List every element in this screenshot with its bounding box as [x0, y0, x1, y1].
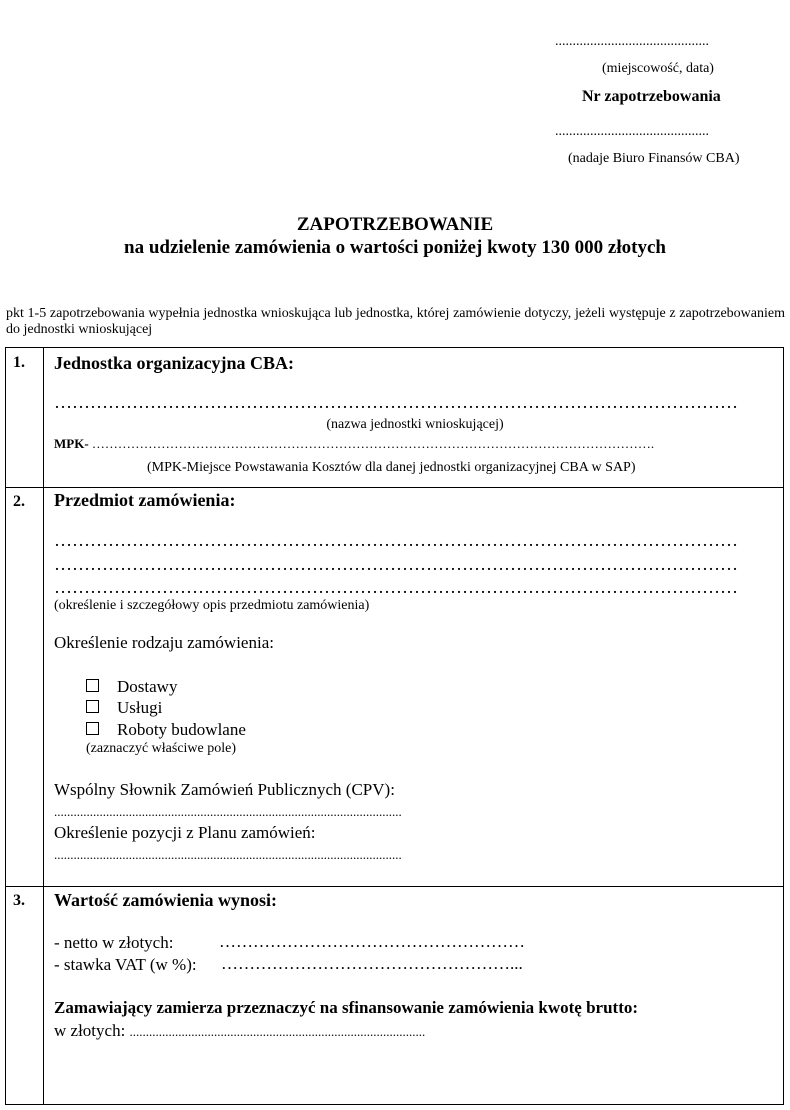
vat-rate-label: - stawka VAT (w %):	[54, 955, 197, 974]
gross-amount-prefix: w złotych:	[54, 1021, 126, 1040]
checkbox-icon[interactable]	[86, 679, 99, 692]
intro-paragraph: pkt 1-5 zapotrzebowania wypełnia jednostka wnioskująca lub jednostka, której zamówienie dotyczy, jeżeli występuje z zapotrzebowaniem do jednostki wnioskującej	[6, 306, 785, 337]
unit-name-dotted-line[interactable]: ……………………………………………………………………………………………………	[54, 392, 738, 412]
request-number-title: Nr zapotrzebowania	[582, 88, 721, 105]
section-number: 3.	[13, 892, 25, 909]
request-number-caption: (nadaje Biuro Finansów CBA)	[568, 151, 740, 166]
option-label: Usługi	[117, 698, 163, 717]
section-label-value: Wartość zamówienia wynosi:	[54, 890, 277, 910]
option-label: Dostawy	[117, 677, 178, 696]
option-construction-works[interactable]	[86, 720, 246, 740]
gross-amount-row	[54, 1021, 584, 1041]
table-row-divider	[5, 886, 784, 887]
cpv-dotted-line[interactable]: ...........................................................................................................	[54, 804, 402, 819]
section-number: 2.	[13, 493, 25, 510]
section-label-unit: Jednostka organizacyjna CBA:	[54, 353, 295, 373]
gross-amount-dotted-line[interactable]: ...........................................................................................	[129, 1024, 426, 1039]
checkbox-icon[interactable]	[86, 722, 99, 735]
document-title-line1: ZAPOTRZEBOWANIE	[296, 214, 494, 235]
request-number-dotted-line[interactable]: ............................................	[555, 124, 709, 139]
subject-dotted-line-2[interactable]: ……………………………………………………………………………………………………	[54, 554, 738, 574]
cpv-label: Wspólny Słownik Zamówień Publicznych (CPV):	[54, 780, 395, 799]
vat-rate-dotted-line[interactable]: ……………………………………………...	[221, 954, 523, 973]
place-date-dotted-line[interactable]: ............................................	[555, 34, 709, 49]
mpk-row	[54, 436, 772, 452]
order-type-label: Określenie rodzaju zamówienia:	[54, 633, 274, 652]
net-amount-dotted-line[interactable]: ………………………………………………	[219, 932, 525, 951]
document-title-line2: na udzielenie zamówienia o wartości poniżej kwoty 130 000 złotych	[124, 237, 666, 258]
net-amount-label: - netto w złotych:	[54, 933, 174, 952]
subject-caption: (określenie i szczegółowy opis przedmiotu zamówienia)	[54, 598, 370, 613]
mpk-dotted-line[interactable]: ………………………………………………………………………………………………………………….	[91, 436, 655, 451]
unit-name-caption: (nazwa jednostki wnioskującej)	[326, 417, 504, 432]
plan-position-dotted-line[interactable]: ...........................................................................................................	[54, 847, 402, 862]
gross-amount-label: Zamawiający zamierza przeznaczyć na sfinansowanie zamówienia kwotę brutto:	[54, 998, 639, 1017]
option-label: Roboty budowlane	[117, 720, 246, 739]
place-date-caption: (miejscowość, data)	[602, 61, 714, 76]
mpk-caption: (MPK-Miejsce Powstawania Kosztów dla danej jednostki organizacyjnej CBA w SAP)	[147, 460, 636, 475]
checkbox-icon[interactable]	[86, 700, 99, 713]
section-label-subject: Przedmiot zamówienia:	[54, 490, 236, 510]
mpk-label: MPK-	[54, 436, 89, 451]
plan-position-label: Określenie pozycji z Planu zamówień:	[54, 823, 316, 842]
document-title	[0, 213, 790, 259]
option-deliveries[interactable]	[86, 677, 177, 697]
option-services[interactable]	[86, 698, 162, 718]
subject-dotted-line-1[interactable]: ……………………………………………………………………………………………………	[54, 530, 738, 550]
options-note: (zaznaczyć właściwe pole)	[86, 741, 237, 756]
section-number: 1.	[13, 354, 25, 371]
subject-dotted-line-3[interactable]: ……………………………………………………………………………………………………	[54, 577, 738, 597]
table-row-divider	[5, 487, 784, 488]
table-column-divider	[43, 347, 44, 1105]
